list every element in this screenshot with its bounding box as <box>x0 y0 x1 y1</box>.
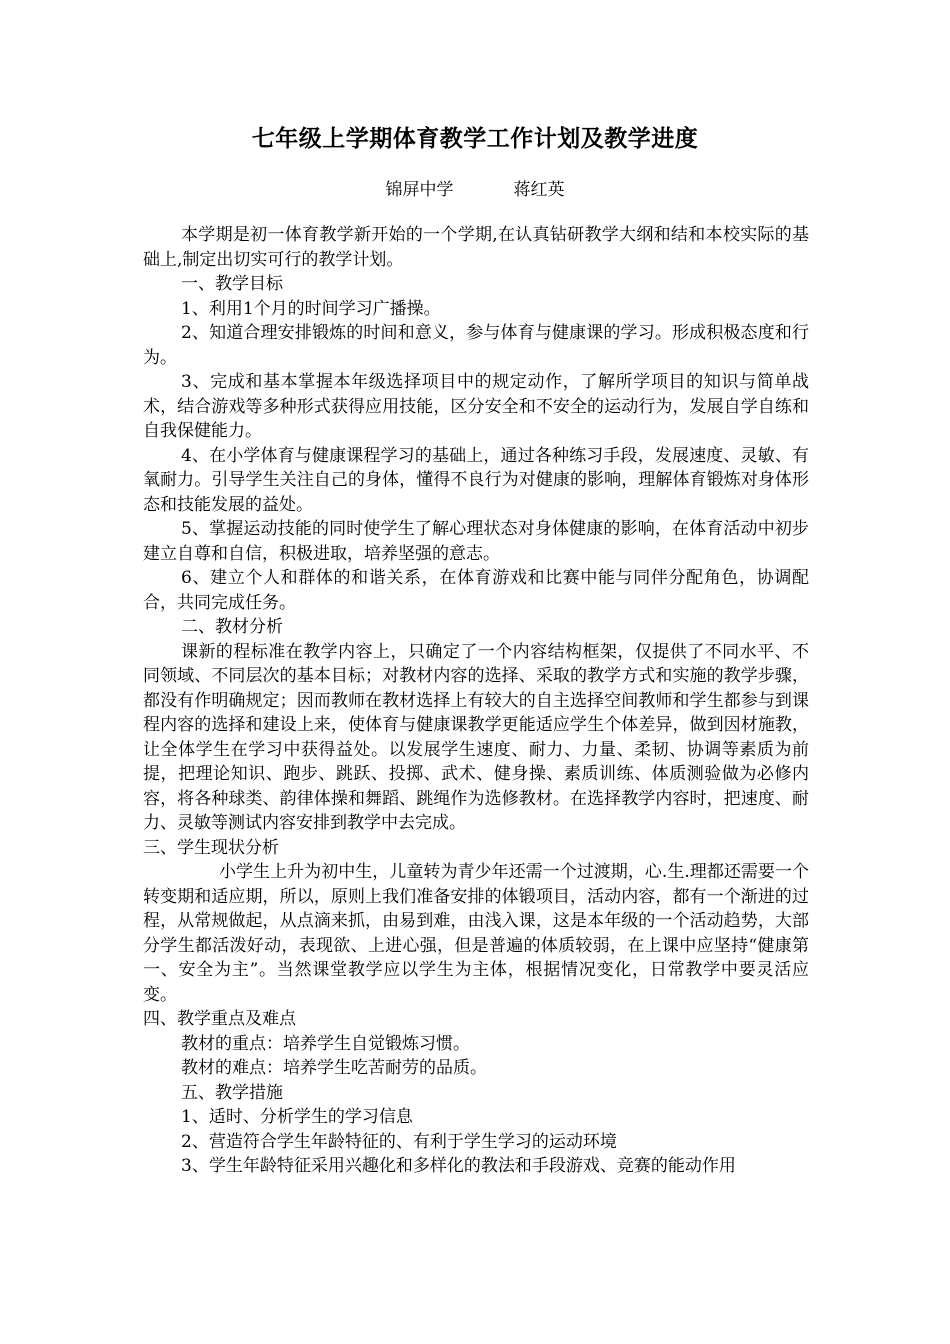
section-heading: 一、教学目标 <box>181 274 283 294</box>
document-body <box>143 223 809 1179</box>
paragraph: 1、利用1个月的时间学习广播操。 <box>181 298 441 319</box>
paragraph: 3、完成和基本掌握本年级选择项目中的规定动作，了解所学项目的知识与简单战术，结合游戏等多种形式获得应用技能，区分安全和不安全的运动行为，发展自学自练和自我保健能力。 <box>143 372 809 441</box>
section-heading: 二、教材分析 <box>181 617 283 637</box>
paragraph: 6、建立个人和群体的和谐关系，在体育游戏和比赛中能与同伴分配角色，协调配合，共同完成任务。 <box>143 568 809 613</box>
paragraph: 1、适时、分析学生的学习信息 <box>181 1107 413 1127</box>
section-heading: 三、学生现状分析 <box>143 837 279 858</box>
paragraph: 教材的重点：培养学生自觉锻炼习惯。 <box>181 1033 470 1054</box>
section-heading: 五、教学措施 <box>181 1082 283 1103</box>
paragraph: 3、学生年龄特征采用兴趣化和多样化的教法和手段游戏、竞赛的能动作用 <box>181 1156 736 1176</box>
document-title: 七年级上学期体育教学工作计划及教学进度 <box>251 125 699 152</box>
paragraph: 本学期是初一体育教学新开始的一个学期,在认真钻研教学大纲和结和本校实际的基础上,制定出切实可行的教学计划。 <box>143 225 809 270</box>
paragraph: 教材的难点：培养学生吃苦耐劳的品质。 <box>181 1058 487 1078</box>
byline <box>0 175 950 200</box>
paragraph: 2、知道合理安排锻炼的时间和意义，参与体育与健康课的学习。形成积极态度和行为。 <box>143 323 809 368</box>
paragraph: 小学生上升为初中生，儿童转为青少年还需一个过渡期，心.生.理都还需要一个转变期和适应期，所以，原则上我们准备安排的体锻项目，活动内容，都有一个渐进的过程，从常规做起，从点滴来抓，由易到难，由浅入课，这是本年级的一个活动趋势，大部分学生都活泼好动，表现欲、上进心强，但是普遍的体质较弱，在上课中应坚持“健康第一、安全为主”。当然课堂教学应以学生为主体，根据情况变化，日常教学中要灵活应变。 <box>143 862 809 1005</box>
paragraph: 课新的程标准在教学内容上，只确定了一个内容结构框架，仅提供了不同水平、不同领域、不同层次的基本目标；对教材内容的选择、采取的教学方式和实施的教学步骤，都没有作明确规定；因而教师在教材选择上有较大的自主选择空间教师和学生都参与到课程内容的选择和建设上来，使体育与健康课教学更能适应学生个体差异，做到因材施教，让全体学生在学习中获得益处。以发展学生速度、耐力、力量、柔韧、协调等素质为前提，把理论知识、跑步、跳跃、投掷、武术、健身操、素质训练、体质测验做为必修内容，将各种球类、韵律体操和舞蹈、跳绳作为选修教材。在选择教学内容时，把速度、耐力、灵敏等测试内容安排到教学中去完成。 <box>143 641 809 833</box>
section-heading: 四、教学重点及难点 <box>143 1009 296 1029</box>
paragraph: 2、营造符合学生年龄特征的、有利于学生学习的运动环境 <box>181 1131 617 1152</box>
paragraph: 5、掌握运动技能的同时使学生了解心理状态对身体健康的影响，在体育活动中初步建立自尊和自信，积极进取，培养坚强的意志。 <box>143 519 809 564</box>
school-name: 锦屏中学 <box>385 180 454 200</box>
paragraph: 4、在小学体育与健康课程学习的基础上，通过各种练习手段，发展速度、灵敏、有氧耐力。引导学生关注自己的身体，懂得不良行为对健康的影响，理解体育锻炼对身体形态和技能发展的益处。 <box>143 445 809 515</box>
author-name: 蒋红英 <box>513 180 565 200</box>
